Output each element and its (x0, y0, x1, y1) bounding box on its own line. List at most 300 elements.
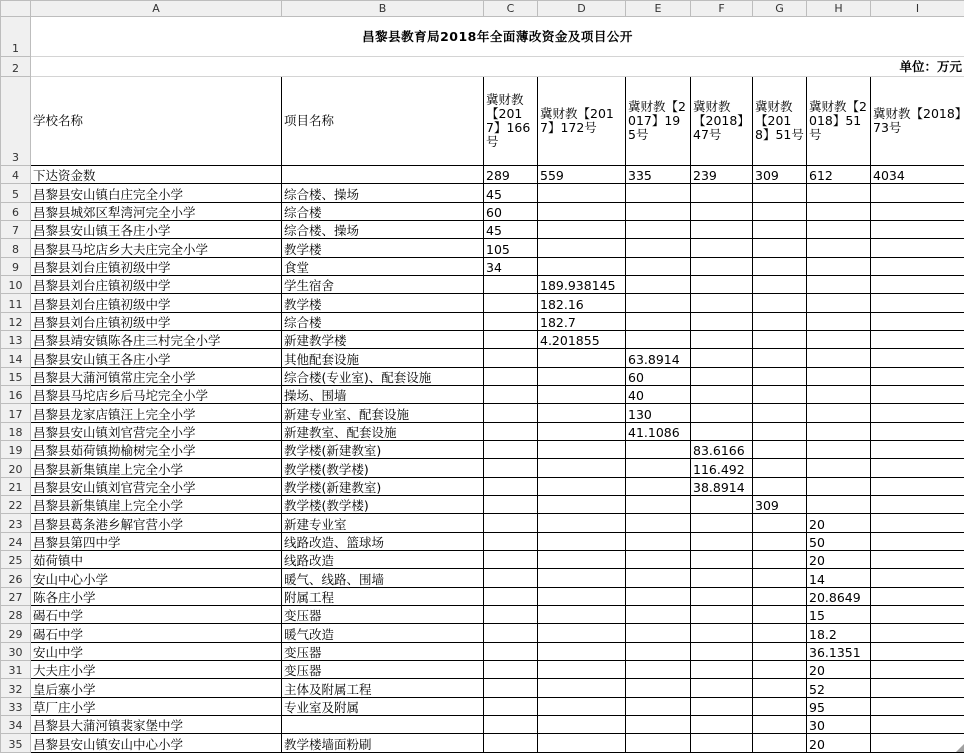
amount-cell-c[interactable] (484, 569, 538, 587)
project-name-cell[interactable]: 专业室及附属 (282, 697, 484, 715)
row-header[interactable]: 10 (1, 276, 31, 294)
row-header[interactable]: 31 (1, 660, 31, 678)
amount-cell-e[interactable] (626, 605, 691, 623)
amount-cell-f[interactable] (691, 386, 753, 404)
amount-cell-d[interactable]: 182.16 (538, 294, 626, 312)
row-header[interactable]: 19 (1, 441, 31, 459)
amount-cell-i[interactable] (871, 514, 964, 532)
amount-cell-i[interactable] (871, 404, 964, 422)
amount-cell-d[interactable]: 182.7 (538, 312, 626, 330)
row-header[interactable]: 26 (1, 569, 31, 587)
school-name-cell[interactable]: 安山中心小学 (31, 569, 282, 587)
row-header[interactable]: 11 (1, 294, 31, 312)
amount-cell-c[interactable]: 60 (484, 202, 538, 220)
amount-cell-e[interactable] (626, 294, 691, 312)
school-name-cell[interactable]: 昌黎县龙家店镇汪上完全小学 (31, 404, 282, 422)
amount-cell-i[interactable] (871, 495, 964, 513)
project-name-cell[interactable]: 线路改造 (282, 550, 484, 568)
col-header-c[interactable]: C (484, 1, 538, 17)
amount-cell-c[interactable] (484, 587, 538, 605)
row-header[interactable]: 21 (1, 477, 31, 495)
amount-cell-i[interactable] (871, 367, 964, 385)
amount-cell-d[interactable]: 189.938145 (538, 276, 626, 294)
row-header[interactable]: 23 (1, 514, 31, 532)
amount-cell-f[interactable] (691, 257, 753, 275)
school-name-cell[interactable]: 昌黎县靖安镇陈各庄三村完全小学 (31, 331, 282, 349)
row-header[interactable]: 13 (1, 331, 31, 349)
amount-cell-c[interactable] (484, 715, 538, 733)
amount-cell-f[interactable] (691, 697, 753, 715)
amount-cell-h[interactable] (807, 184, 871, 202)
school-name-cell[interactable]: 昌黎县刘台庄镇初级中学 (31, 294, 282, 312)
amount-cell-g[interactable] (753, 569, 807, 587)
amount-cell-c[interactable] (484, 477, 538, 495)
amount-cell-d[interactable] (538, 367, 626, 385)
project-name-cell[interactable]: 综合楼 (282, 312, 484, 330)
amount-cell-i[interactable] (871, 294, 964, 312)
row-header[interactable]: 6 (1, 202, 31, 220)
project-name-cell[interactable]: 学生宿舍 (282, 276, 484, 294)
amount-cell-f[interactable] (691, 202, 753, 220)
school-name-cell[interactable]: 碣石中学 (31, 624, 282, 642)
amount-cell-c[interactable] (484, 422, 538, 440)
row-header[interactable]: 7 (1, 221, 31, 239)
row-header[interactable]: 20 (1, 459, 31, 477)
project-name-cell[interactable]: 综合楼、操场 (282, 221, 484, 239)
amount-cell-f[interactable] (691, 605, 753, 623)
row-header[interactable]: 14 (1, 349, 31, 367)
school-name-cell[interactable]: 陈各庄小学 (31, 587, 282, 605)
amount-cell-f[interactable] (691, 660, 753, 678)
col-header-b[interactable]: B (282, 1, 484, 17)
amount-cell-d[interactable] (538, 239, 626, 257)
amount-cell-c[interactable] (484, 331, 538, 349)
amount-cell-c[interactable] (484, 495, 538, 513)
amount-cell-g[interactable] (753, 514, 807, 532)
project-name-cell[interactable]: 综合楼 (282, 202, 484, 220)
amount-cell-f[interactable] (691, 312, 753, 330)
amount-cell-f[interactable] (691, 239, 753, 257)
school-name-cell[interactable]: 昌黎县城郊区犁湾河完全小学 (31, 202, 282, 220)
amount-cell-d[interactable] (538, 349, 626, 367)
school-name-cell[interactable]: 昌黎县安山镇安山中心小学 (31, 734, 282, 753)
amount-cell-g[interactable] (753, 276, 807, 294)
amount-cell-h[interactable]: 20 (807, 660, 871, 678)
amount-cell-e[interactable] (626, 642, 691, 660)
amount-cell-c[interactable] (484, 441, 538, 459)
amount-cell-c[interactable] (484, 312, 538, 330)
amount-cell-f[interactable] (691, 642, 753, 660)
amount-cell-d[interactable] (538, 514, 626, 532)
school-name-cell[interactable]: 昌黎县葛条港乡解官营小学 (31, 514, 282, 532)
amount-cell-f[interactable] (691, 331, 753, 349)
amount-cell-e[interactable] (626, 532, 691, 550)
amount-cell-d[interactable] (538, 404, 626, 422)
project-name-cell[interactable]: 线路改造、篮球场 (282, 532, 484, 550)
project-name-cell[interactable]: 变压器 (282, 605, 484, 623)
amount-cell-h[interactable] (807, 459, 871, 477)
amount-cell-h[interactable]: 50 (807, 532, 871, 550)
amount-cell-i[interactable] (871, 532, 964, 550)
school-name-cell[interactable]: 昌黎县刘台庄镇初级中学 (31, 312, 282, 330)
amount-cell-f[interactable] (691, 367, 753, 385)
amount-cell-h[interactable]: 20 (807, 734, 871, 753)
amount-cell-h[interactable] (807, 294, 871, 312)
amount-cell-g[interactable] (753, 624, 807, 642)
amount-cell-f[interactable] (691, 715, 753, 733)
school-name-cell[interactable]: 昌黎县安山镇刘官营完全小学 (31, 477, 282, 495)
row-header[interactable]: 5 (1, 184, 31, 202)
project-name-cell[interactable]: 操场、围墙 (282, 386, 484, 404)
amount-cell-e[interactable] (626, 495, 691, 513)
amount-cell-h[interactable] (807, 367, 871, 385)
row-header[interactable]: 8 (1, 239, 31, 257)
school-name-cell[interactable]: 大夫庄小学 (31, 660, 282, 678)
project-name-cell[interactable]: 综合楼、操场 (282, 184, 484, 202)
amount-cell-e[interactable] (626, 276, 691, 294)
amount-cell-e[interactable] (626, 679, 691, 697)
amount-cell-f[interactable] (691, 569, 753, 587)
amount-cell-i[interactable] (871, 422, 964, 440)
amount-cell-e[interactable] (626, 715, 691, 733)
amount-cell-d[interactable] (538, 569, 626, 587)
amount-cell-f[interactable]: 116.492 (691, 459, 753, 477)
header-project-name[interactable]: 项目名称 (282, 77, 484, 166)
amount-cell-i[interactable] (871, 734, 964, 753)
row-header[interactable]: 25 (1, 550, 31, 568)
amount-cell-f[interactable] (691, 550, 753, 568)
amount-cell-h[interactable] (807, 257, 871, 275)
project-name-cell[interactable]: 综合楼(专业室)、配套设施 (282, 367, 484, 385)
amount-cell-f[interactable] (691, 276, 753, 294)
amount-cell-g[interactable] (753, 239, 807, 257)
amount-cell-d[interactable] (538, 715, 626, 733)
amount-cell-d[interactable] (538, 642, 626, 660)
amount-cell-i[interactable] (871, 605, 964, 623)
amount-cell-h[interactable]: 20.8649 (807, 587, 871, 605)
amount-cell-e[interactable]: 41.1086 (626, 422, 691, 440)
project-name-cell[interactable]: 主体及附属工程 (282, 679, 484, 697)
project-name-cell[interactable]: 新建专业室 (282, 514, 484, 532)
amount-cell-i[interactable] (871, 441, 964, 459)
amount-cell-i[interactable] (871, 477, 964, 495)
amount-cell-d[interactable] (538, 257, 626, 275)
amount-cell-g[interactable] (753, 734, 807, 753)
amount-cell-g[interactable] (753, 257, 807, 275)
amount-cell-c[interactable]: 34 (484, 257, 538, 275)
school-name-cell[interactable]: 昌黎县茹荷镇拗榆树完全小学 (31, 441, 282, 459)
amount-cell-g[interactable] (753, 550, 807, 568)
amount-cell-e[interactable]: 40 (626, 386, 691, 404)
project-name-cell[interactable]: 教学楼墙面粉刷 (282, 734, 484, 753)
school-name-cell[interactable]: 昌黎县刘台庄镇初级中学 (31, 276, 282, 294)
amount-cell-i[interactable] (871, 715, 964, 733)
row-header[interactable]: 9 (1, 257, 31, 275)
project-name-cell[interactable]: 其他配套设施 (282, 349, 484, 367)
amount-cell-d[interactable] (538, 422, 626, 440)
amount-cell-i[interactable] (871, 697, 964, 715)
funds-d[interactable]: 559 (538, 166, 626, 184)
col-header-h[interactable]: H (807, 1, 871, 17)
project-name-cell[interactable]: 新建教学楼 (282, 331, 484, 349)
amount-cell-f[interactable] (691, 404, 753, 422)
amount-cell-h[interactable] (807, 221, 871, 239)
amount-cell-i[interactable] (871, 221, 964, 239)
amount-cell-e[interactable] (626, 221, 691, 239)
amount-cell-i[interactable] (871, 349, 964, 367)
school-name-cell[interactable]: 昌黎县新集镇崖上完全小学 (31, 459, 282, 477)
amount-cell-e[interactable]: 63.8914 (626, 349, 691, 367)
amount-cell-h[interactable] (807, 441, 871, 459)
amount-cell-g[interactable] (753, 367, 807, 385)
amount-cell-c[interactable] (484, 642, 538, 660)
amount-cell-d[interactable] (538, 624, 626, 642)
row-header[interactable]: 15 (1, 367, 31, 385)
amount-cell-f[interactable]: 83.6166 (691, 441, 753, 459)
amount-cell-g[interactable] (753, 349, 807, 367)
school-name-cell[interactable]: 昌黎县大蒲河镇裴家堡中学 (31, 715, 282, 733)
project-name-cell[interactable]: 食堂 (282, 257, 484, 275)
amount-cell-i[interactable] (871, 569, 964, 587)
col-header-d[interactable]: D (538, 1, 626, 17)
school-name-cell[interactable]: 草厂庄小学 (31, 697, 282, 715)
amount-cell-g[interactable] (753, 221, 807, 239)
amount-cell-c[interactable] (484, 532, 538, 550)
row-header[interactable]: 32 (1, 679, 31, 697)
amount-cell-e[interactable] (626, 477, 691, 495)
header-d[interactable]: 冀财教【2017】172号 (538, 77, 626, 166)
amount-cell-h[interactable] (807, 404, 871, 422)
amount-cell-c[interactable] (484, 276, 538, 294)
amount-cell-h[interactable]: 18.2 (807, 624, 871, 642)
school-name-cell[interactable]: 昌黎县安山镇王各庄小学 (31, 221, 282, 239)
amount-cell-h[interactable]: 20 (807, 550, 871, 568)
amount-cell-i[interactable] (871, 550, 964, 568)
amount-cell-h[interactable] (807, 239, 871, 257)
amount-cell-e[interactable] (626, 312, 691, 330)
row-header[interactable]: 2 (1, 57, 31, 77)
amount-cell-e[interactable] (626, 550, 691, 568)
amount-cell-c[interactable] (484, 605, 538, 623)
amount-cell-f[interactable] (691, 495, 753, 513)
project-name-cell[interactable]: 新建专业室、配套设施 (282, 404, 484, 422)
header-e[interactable]: 冀财教【2017】195号 (626, 77, 691, 166)
amount-cell-d[interactable] (538, 459, 626, 477)
project-name-cell[interactable]: 教学楼(新建教室) (282, 441, 484, 459)
school-name-cell[interactable]: 昌黎县安山镇白庄完全小学 (31, 184, 282, 202)
amount-cell-i[interactable] (871, 587, 964, 605)
header-h[interactable]: 冀财教【2018】51号 (807, 77, 871, 166)
amount-cell-e[interactable] (626, 257, 691, 275)
amount-cell-d[interactable] (538, 386, 626, 404)
amount-cell-f[interactable] (691, 624, 753, 642)
amount-cell-c[interactable] (484, 679, 538, 697)
amount-cell-g[interactable] (753, 294, 807, 312)
school-name-cell[interactable]: 皇后寨小学 (31, 679, 282, 697)
amount-cell-g[interactable] (753, 441, 807, 459)
amount-cell-i[interactable] (871, 624, 964, 642)
amount-cell-g[interactable] (753, 605, 807, 623)
amount-cell-e[interactable] (626, 569, 691, 587)
amount-cell-d[interactable] (538, 495, 626, 513)
amount-cell-g[interactable] (753, 642, 807, 660)
project-name-cell[interactable]: 变压器 (282, 660, 484, 678)
amount-cell-f[interactable] (691, 734, 753, 753)
project-name-cell[interactable]: 教学楼(新建教室) (282, 477, 484, 495)
amount-cell-h[interactable]: 14 (807, 569, 871, 587)
project-name-cell[interactable]: 教学楼 (282, 239, 484, 257)
amount-cell-f[interactable]: 38.8914 (691, 477, 753, 495)
amount-cell-e[interactable] (626, 660, 691, 678)
amount-cell-h[interactable] (807, 312, 871, 330)
project-name-cell[interactable]: 附属工程 (282, 587, 484, 605)
row-header[interactable]: 29 (1, 624, 31, 642)
amount-cell-h[interactable]: 95 (807, 697, 871, 715)
row-header[interactable]: 17 (1, 404, 31, 422)
cell[interactable] (282, 166, 484, 184)
project-name-cell[interactable]: 变压器 (282, 642, 484, 660)
amount-cell-h[interactable] (807, 386, 871, 404)
row-header[interactable]: 24 (1, 532, 31, 550)
amount-cell-d[interactable] (538, 587, 626, 605)
row-header[interactable]: 35 (1, 734, 31, 753)
unit-label[interactable]: 单位：万元 (31, 57, 964, 77)
header-c[interactable]: 冀财教【2017】166号 (484, 77, 538, 166)
header-g[interactable]: 冀财教【2018】51号 (753, 77, 807, 166)
amount-cell-d[interactable] (538, 221, 626, 239)
school-name-cell[interactable]: 茹荷镇中 (31, 550, 282, 568)
amount-cell-e[interactable] (626, 514, 691, 532)
amount-cell-c[interactable]: 45 (484, 184, 538, 202)
amount-cell-d[interactable] (538, 550, 626, 568)
project-name-cell[interactable]: 教学楼(教学楼) (282, 495, 484, 513)
amount-cell-f[interactable] (691, 422, 753, 440)
funds-i[interactable]: 4034 (871, 166, 964, 184)
amount-cell-f[interactable] (691, 679, 753, 697)
amount-cell-c[interactable] (484, 459, 538, 477)
amount-cell-g[interactable]: 309 (753, 495, 807, 513)
sheet-title[interactable]: 昌黎县教育局2018年全面薄改资金及项目公开 (31, 17, 964, 57)
school-name-cell[interactable]: 昌黎县大蒲河镇常庄完全小学 (31, 367, 282, 385)
amount-cell-g[interactable] (753, 532, 807, 550)
amount-cell-d[interactable] (538, 697, 626, 715)
amount-cell-g[interactable] (753, 587, 807, 605)
amount-cell-g[interactable] (753, 459, 807, 477)
amount-cell-d[interactable] (538, 679, 626, 697)
amount-cell-h[interactable] (807, 495, 871, 513)
row-header[interactable]: 30 (1, 642, 31, 660)
amount-cell-g[interactable] (753, 404, 807, 422)
school-name-cell[interactable]: 昌黎县安山镇刘官营完全小学 (31, 422, 282, 440)
amount-cell-e[interactable]: 130 (626, 404, 691, 422)
col-header-i[interactable]: I (871, 1, 964, 17)
header-i[interactable]: 冀财教【2018】73号 (871, 77, 964, 166)
amount-cell-e[interactable] (626, 441, 691, 459)
amount-cell-e[interactable] (626, 587, 691, 605)
project-name-cell[interactable]: 教学楼 (282, 294, 484, 312)
row-header[interactable]: 12 (1, 312, 31, 330)
row-header[interactable]: 27 (1, 587, 31, 605)
amount-cell-d[interactable]: 4.201855 (538, 331, 626, 349)
amount-cell-g[interactable] (753, 679, 807, 697)
project-name-cell[interactable]: 教学楼(教学楼) (282, 459, 484, 477)
header-school-name[interactable]: 学校名称 (31, 77, 282, 166)
amount-cell-h[interactable]: 20 (807, 514, 871, 532)
school-name-cell[interactable]: 安山中学 (31, 642, 282, 660)
amount-cell-h[interactable]: 36.1351 (807, 642, 871, 660)
amount-cell-e[interactable] (626, 331, 691, 349)
amount-cell-c[interactable]: 45 (484, 221, 538, 239)
amount-cell-c[interactable] (484, 624, 538, 642)
school-name-cell[interactable]: 昌黎县马坨店乡后马坨完全小学 (31, 386, 282, 404)
select-all-corner[interactable] (1, 1, 31, 17)
amount-cell-c[interactable] (484, 349, 538, 367)
amount-cell-c[interactable] (484, 660, 538, 678)
amount-cell-c[interactable] (484, 386, 538, 404)
amount-cell-c[interactable] (484, 514, 538, 532)
amount-cell-h[interactable] (807, 276, 871, 294)
amount-cell-g[interactable] (753, 422, 807, 440)
amount-cell-c[interactable] (484, 294, 538, 312)
amount-cell-e[interactable] (626, 624, 691, 642)
amount-cell-d[interactable] (538, 184, 626, 202)
amount-cell-h[interactable] (807, 331, 871, 349)
amount-cell-c[interactable] (484, 404, 538, 422)
funds-label[interactable]: 下达资金数 (31, 166, 282, 184)
project-name-cell[interactable]: 暖气、线路、围墙 (282, 569, 484, 587)
amount-cell-i[interactable] (871, 312, 964, 330)
amount-cell-e[interactable] (626, 239, 691, 257)
amount-cell-i[interactable] (871, 660, 964, 678)
col-header-f[interactable]: F (691, 1, 753, 17)
amount-cell-g[interactable] (753, 184, 807, 202)
row-header[interactable]: 33 (1, 697, 31, 715)
amount-cell-i[interactable] (871, 276, 964, 294)
col-header-e[interactable]: E (626, 1, 691, 17)
funds-f[interactable]: 239 (691, 166, 753, 184)
header-f[interactable]: 冀财教【2018】47号 (691, 77, 753, 166)
amount-cell-h[interactable] (807, 349, 871, 367)
amount-cell-d[interactable] (538, 532, 626, 550)
amount-cell-h[interactable]: 30 (807, 715, 871, 733)
amount-cell-i[interactable] (871, 257, 964, 275)
amount-cell-d[interactable] (538, 477, 626, 495)
row-header[interactable]: 34 (1, 715, 31, 733)
amount-cell-i[interactable] (871, 202, 964, 220)
school-name-cell[interactable]: 昌黎县新集镇崖上完全小学 (31, 495, 282, 513)
row-header[interactable]: 1 (1, 17, 31, 57)
amount-cell-h[interactable] (807, 202, 871, 220)
row-header[interactable]: 3 (1, 77, 31, 166)
project-name-cell[interactable] (282, 715, 484, 733)
amount-cell-g[interactable] (753, 715, 807, 733)
row-header[interactable]: 16 (1, 386, 31, 404)
amount-cell-f[interactable] (691, 294, 753, 312)
amount-cell-e[interactable] (626, 202, 691, 220)
amount-cell-d[interactable] (538, 605, 626, 623)
amount-cell-d[interactable] (538, 660, 626, 678)
amount-cell-g[interactable] (753, 697, 807, 715)
amount-cell-h[interactable]: 52 (807, 679, 871, 697)
amount-cell-g[interactable] (753, 312, 807, 330)
row-header[interactable]: 22 (1, 495, 31, 513)
row-header[interactable]: 4 (1, 166, 31, 184)
amount-cell-e[interactable] (626, 459, 691, 477)
amount-cell-h[interactable]: 15 (807, 605, 871, 623)
school-name-cell[interactable]: 昌黎县刘台庄镇初级中学 (31, 257, 282, 275)
amount-cell-i[interactable] (871, 184, 964, 202)
amount-cell-g[interactable] (753, 386, 807, 404)
